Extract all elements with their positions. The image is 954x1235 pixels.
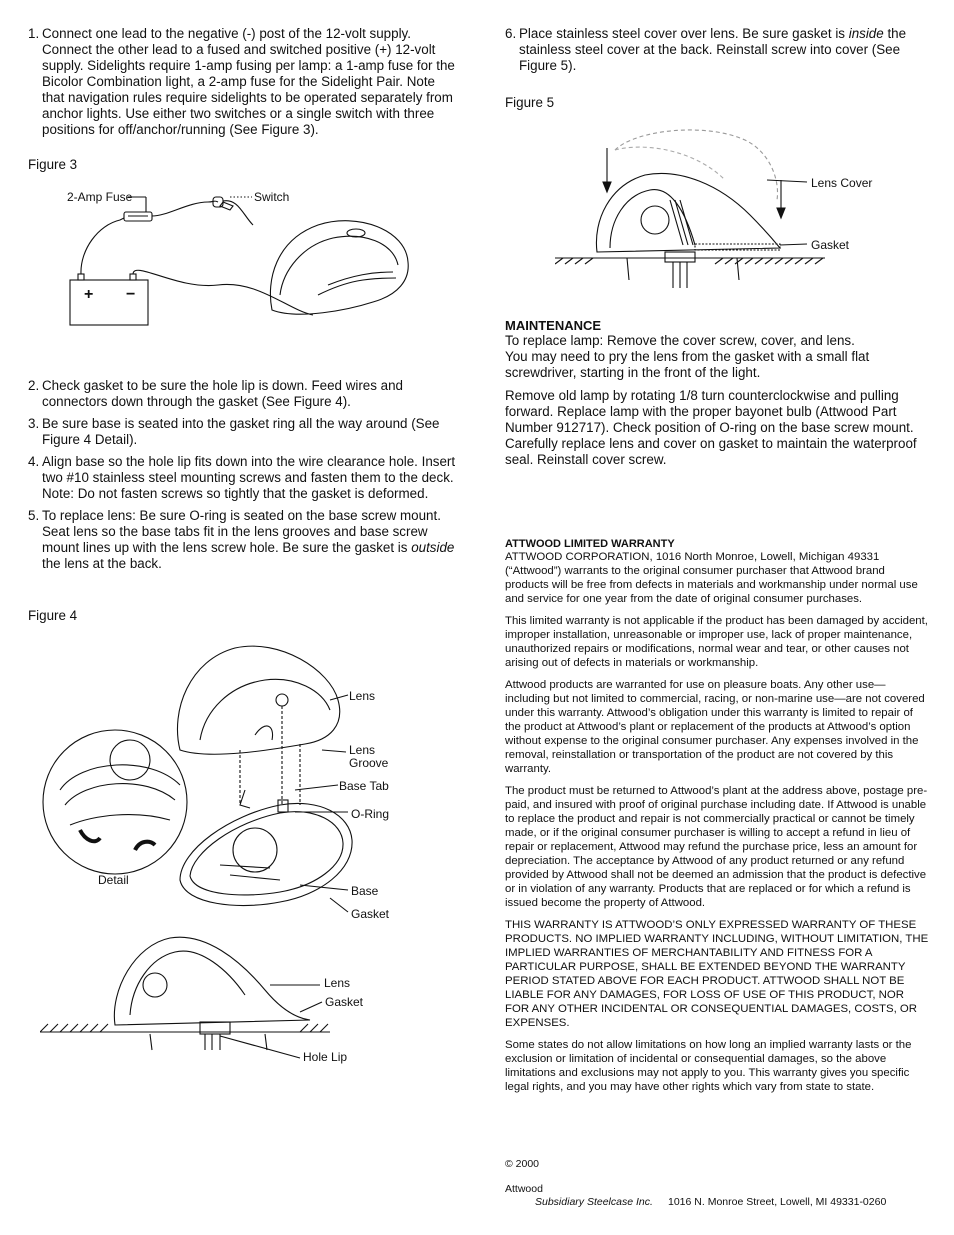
fig5-gasket-callout: Gasket <box>811 238 850 252</box>
step-text-part: Place stainless steel cover over lens. Be sure gasket is <box>519 26 849 41</box>
detail-circle <box>43 730 187 874</box>
subsidiary: Subsidiary Steelcase Inc. <box>535 1196 653 1208</box>
warranty-heading: ATTWOOD LIMITED WARRANTY <box>505 538 675 550</box>
fig4-base-callout: Base <box>351 884 379 898</box>
step-3 <box>28 416 460 448</box>
step-text-part: the stainless steel cover at the back. Reinstall screw into cover (See Figure 5). <box>519 26 907 73</box>
steps-2-5 <box>28 378 460 578</box>
step-6 <box>505 26 930 74</box>
fig4-base-tab-callout: Base Tab <box>339 779 389 793</box>
step-number: 4. <box>28 454 40 469</box>
figure-5-label: Figure 5 <box>505 95 555 110</box>
step-text <box>519 26 930 74</box>
maintenance-paragraph-1 <box>505 333 930 381</box>
figure-4-label: Figure 4 <box>28 608 78 623</box>
fig4-side-lens-callout: Lens <box>324 976 351 990</box>
base-lamp-icon <box>233 828 277 872</box>
battery-icon <box>70 280 148 325</box>
warranty-paragraph: Some states do not allow limitations on how long an implied warranty lasts or the exclusion or limitation of incidental or consequential damages, so the above limitations and exclusions may not apply to you. This warranty gives you specific legal rights, and you may have other rights which vary from state to state. <box>505 1039 912 1093</box>
step-text <box>42 508 460 572</box>
company-name: Attwood <box>505 1183 543 1195</box>
warranty-paragraph: Attwood products are warranted for use on pleasure boats. Any other use—including but not limited to commercial, racing, or non-marine use—are not covered under this warranty. Attwood’s obligation under this warranty is limited to repair of the product at Attwood’s plant or replacement of the products at Attwood’s option without expense to the original consumer purchaser. Any expenses involved in the removal, reinstallation or transportation of the product are not covered by this warranty. <box>505 679 925 775</box>
fig4-side-gasket-callout: Gasket <box>325 995 364 1009</box>
step-text-part: the lens at the back. <box>42 556 162 571</box>
figure-3-wiring-diagram <box>28 180 428 360</box>
right-column <box>505 26 930 80</box>
warranty-paragraph: This limited warranty is not applicable if the product has been damaged by accident, improper installation, unreasonable or improper use, lack of proper maintenance, unauthorized repairs or modifications, normal wear and tear, or other causes not arising out of defects in materials or workmanship. <box>505 615 928 669</box>
fig4-lens-callout: Lens <box>349 689 376 703</box>
step-1 <box>28 26 460 138</box>
step-text: Connect one lead to the negative (-) post of the 12-volt supply. Connect the other lead to a fused and switched positive (+) 12-volt supply. Sidelights require 1-amp fusing per lamp: a 1-amp fuse for the Bicolor Combination light, a 2-amp fuse for the Sidelight Pair. Note that navigation rules require sidelights to be operated separately from anchor lights. Use either two switches or a single switch with three positions for off/anchor/running (See Figure 3). <box>42 26 455 137</box>
fig4-o-ring-callout: O-Ring <box>351 807 390 821</box>
lamp-dome-icon <box>270 221 408 314</box>
battery-plus: + <box>84 286 94 303</box>
fig5-lens-cover-callout: Lens Cover <box>811 176 873 190</box>
maintenance-heading: MAINTENANCE <box>505 318 602 333</box>
fig4-gasket-callout: Gasket <box>351 907 390 921</box>
maintenance-line: You may need to pry the lens from the gasket with a small flat screwdriver, starting in the front of the light. <box>505 349 870 380</box>
left-column <box>28 26 460 144</box>
step-number: 5. <box>28 508 40 523</box>
maintenance-line: To replace lamp: Remove the cover screw, cover, and lens. <box>505 333 855 348</box>
step-text-italic: inside <box>848 26 884 41</box>
lens-icon <box>177 646 339 754</box>
fig4-lens-groove-callout-line2: Groove <box>349 756 389 770</box>
step-text: Check gasket to be sure the hole lip is down. Feed wires and connectors down through the gasket (See Figure 4). <box>42 378 404 409</box>
figure-5-cover-diagram <box>555 120 835 290</box>
step-text: Align base so the hole lip fits down into the wire clearance hole. Insert two #10 stainless steel mounting screws and fasten them to the deck. Note: Do not fasten screws so tightly that the gasket is deformed. <box>42 454 456 501</box>
figure-3-label: Figure 3 <box>28 157 78 172</box>
fig4-detail-callout: Detail <box>98 873 129 887</box>
warranty-paragraph: The product must be returned to Attwood’s plant at the address above, postage pre-paid, and insured with proof of original purchase including date. If Attwood is unable to replace the product and repair is not commercially practical or cannot be timely made, or if the original consumer purchaser is willing to accept a refund in lieu of repair or replacement, Attwood may refund the purchase price, less an amount for depreciation. The acceptance by Attwood of any product returned or any refund provided by Attwood shall not be deemed an admission that the product is defective or in violation of any warranty. Products that are replaced or for which a refund is issued become the property of Attwood. <box>505 785 928 909</box>
warranty-paragraph: THIS WARRANTY IS ATTWOOD’S ONLY EXPRESSED WARRANTY OF THESE PRODUCTS. NO IMPLIED WARRANTY INCLUDING, WITHOUT LIMITATION, THE IMPLIED WARRANTIES OF MERCHANTABILITY AND FITNESS FOR A PARTICULAR PURPOSE, SHALL BE EXTENDED BEYOND THE WARRANTY PERIOD STATED ABOVE FOR EACH PRODUCT. ATTWOOD SHALL NOT BE LIABLE FOR ANY DAMAGES, FOR LOSS OF USE OF THIS PRODUCT, NOR FOR ANY OTHER INCIDENTAL OR CONSEQUENTIAL DAMAGES, COSTS, OR EXPENSES. <box>505 919 929 1029</box>
maintenance-section <box>505 318 930 475</box>
company-address: 1016 N. Monroe Street, Lowell, MI 49331-0260 <box>668 1196 887 1208</box>
switch-callout: Switch <box>254 190 290 204</box>
copyright: © 2000 <box>505 1158 540 1170</box>
step-number: 2. <box>28 378 40 393</box>
figure-4-exploded-diagram <box>40 640 360 1080</box>
lens-cover-icon <box>596 173 780 252</box>
step-5 <box>28 508 460 572</box>
step-text-part: To replace lens: Be sure O-ring is seated on the base screw mount. Seat lens so the base tabs fit in the lens grooves and base screw mount lines up with the lens screw hole. Be sure the gasket is <box>42 508 441 555</box>
lamp-bulb-icon <box>110 740 150 780</box>
warranty-paragraph: ATTWOOD CORPORATION, 1016 North Monroe, Lowell, Michigan 49331 (“Attwood”) warrants to the original consumer purchaser that Attwood brand products will be free from defects in materials and workmanship under normal use and service for one year from the date of original consumer purchases. <box>505 551 918 605</box>
step-2 <box>28 378 460 410</box>
warranty-section <box>505 538 930 1102</box>
step-text-italic: outside <box>411 540 455 555</box>
step-number: 6. <box>505 26 517 41</box>
step-4 <box>28 454 460 502</box>
step-text: Be sure base is seated into the gasket ring all the way around (See Figure 4 Detail). <box>42 416 440 447</box>
step-number: 1. <box>28 26 40 41</box>
battery-minus: − <box>126 286 136 303</box>
fig4-hole-lip-callout: Hole Lip <box>303 1050 348 1064</box>
fuse-callout: 2-Amp Fuse <box>67 190 133 204</box>
fig4-lens-groove-callout-line1: Lens <box>349 743 376 757</box>
maintenance-paragraph-2: Remove old lamp by rotating 1/8 turn counterclockwise and pulling forward. Replace lamp with the proper bayonet bulb (Attwood Part Number 912717). Check position of O-ring on the base screw mount. Carefully replace lens and cover on gasket to maintain the waterproof seal. Reinstall cover screw. <box>505 388 917 467</box>
step-number: 3. <box>28 416 40 431</box>
